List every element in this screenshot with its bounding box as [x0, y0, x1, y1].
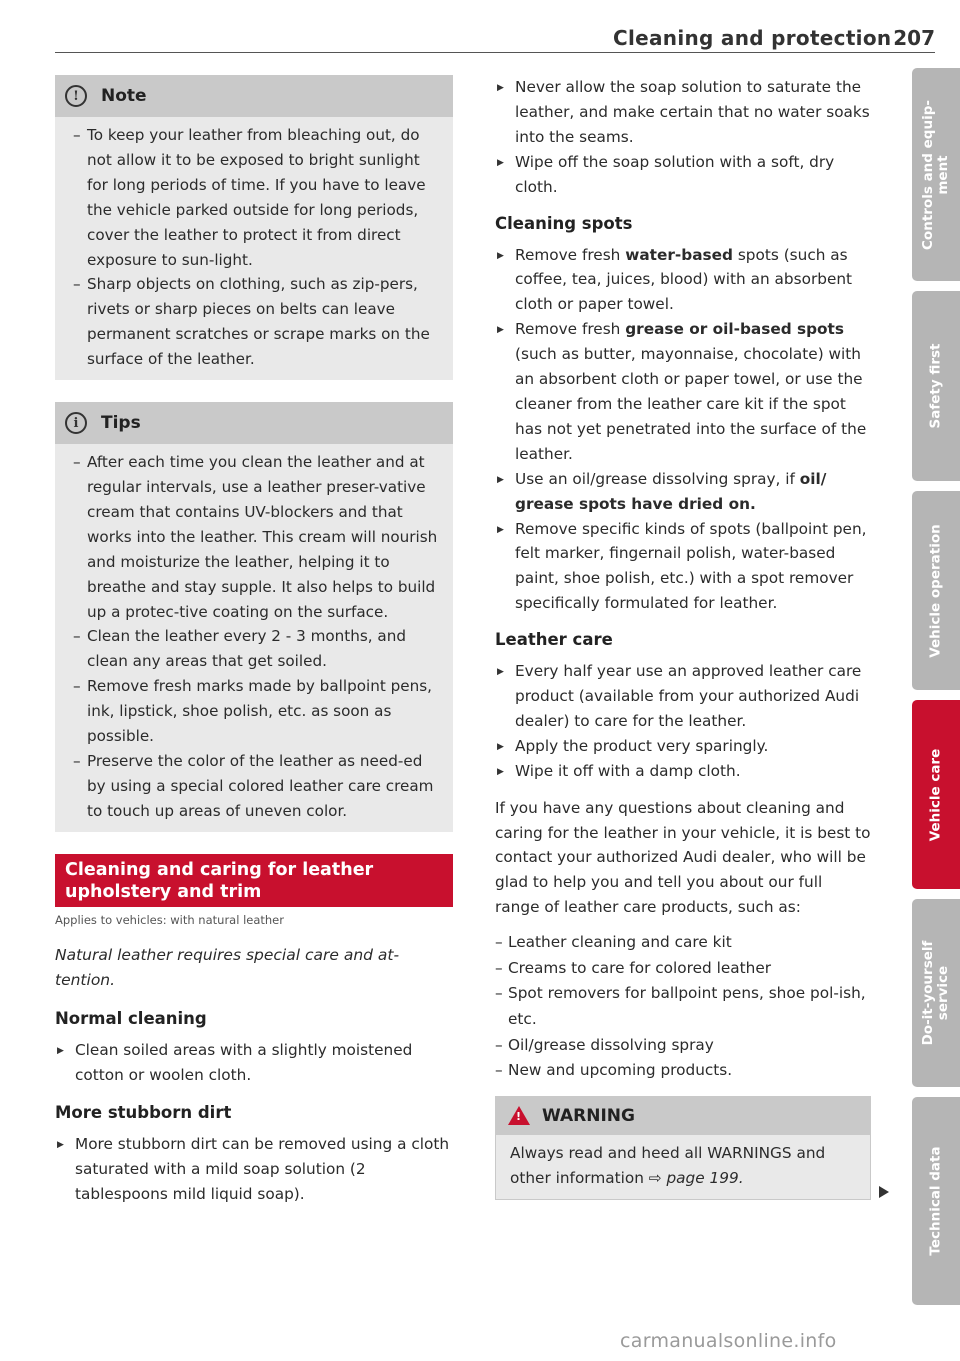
- stubborn-dirt-heading: More stubborn dirt: [55, 1103, 232, 1123]
- bullet-item: ▶ Remove fresh water-based spots (such as coffee, tea, juices, blood) with an absorbent cloth or paper towel.: [495, 243, 871, 318]
- bullet-item: ▶ Wipe off the soap solution with a soft, dry cloth.: [495, 150, 871, 200]
- tips-header: [55, 402, 453, 444]
- exclamation-circle-icon: !: [65, 85, 87, 107]
- note-header: [55, 75, 453, 117]
- right-column: [495, 75, 871, 1200]
- tab-controls-and-equipment[interactable]: Controls and equip- ment: [912, 68, 960, 281]
- bullet-item: ▶ Never allow the soap solution to saturate the leather, and make certain that no water soaks into the seams.: [495, 75, 871, 150]
- note-item: – To keep your leather from bleaching out, do not allow it to be exposed to bright sunlight for long periods of time. If you have to leave the vehicle parked outside for long periods, cover the leather to protect it from direct exposure to sun-light.: [67, 123, 441, 272]
- bullet-item: ▶ Clean soiled areas with a slightly moistened cotton or woolen cloth.: [55, 1038, 453, 1088]
- header-title: Cleaning and protection: [613, 26, 892, 50]
- cleaning-spots-heading: Cleaning spots: [495, 213, 633, 233]
- bullet-item: ▶ Wipe it off with a damp cloth.: [495, 759, 871, 784]
- tab-vehicle-operation[interactable]: Vehicle operation: [912, 491, 960, 690]
- tips-label: Tips: [101, 413, 141, 434]
- tip-item: – After each time you clean the leather and at regular intervals, use a leather preser-vative cream that contains UV-blockers and that works into the leather. This cream will nourish and moisturize the leather, helping it to breathe and stay supple. It also helps to build up a protec-tive coating on the surface.: [67, 450, 441, 624]
- product-item: – New and upcoming products.: [495, 1058, 871, 1084]
- warning-label: WARNING: [542, 1105, 635, 1126]
- warning-text: Always read and heed all WARNINGS and other information ⇨ page 199.: [496, 1135, 870, 1199]
- note-item: – Sharp objects on clothing, such as zip-pers, rivets or sharp pieces on belts can leave permanent scratches or scrape marks on the surface of the leather.: [67, 272, 441, 372]
- product-item: – Spot removers for ballpoint pens, shoe pol-ish, etc.: [495, 981, 871, 1032]
- bullet-item: ▶ Every half year use an approved leather care product (available from your authorized Audi dealer) to care for the leather.: [495, 659, 871, 734]
- tab-vehicle-care[interactable]: Vehicle care: [912, 700, 960, 889]
- section-intro: Natural leather requires special care and at-tention.: [55, 945, 400, 989]
- leather-care-heading: Leather care: [495, 630, 613, 650]
- watermark: carmanualsonline.info: [620, 1330, 837, 1352]
- left-column: [55, 75, 453, 1207]
- bullet-item: ▶ Apply the product very sparingly.: [495, 734, 871, 759]
- bullet-item: ▶ Remove fresh grease or oil-based spots (such as butter, mayonnaise, chocolate) with an absorbent cloth or paper towel, or use the cleaner from the leather care kit if the spot has not yet penetrated into the surface of the leather.: [495, 317, 871, 466]
- chapter-tabs: [912, 68, 960, 1315]
- warning-triangle-icon: !: [508, 1106, 530, 1125]
- leather-care-paragraph: If you have any questions about cleaning and caring for the leather in your vehicle, it is best to contact your authorized Audi dealer, who will be glad to help you and tell you about our full range of leather care products, such as:: [495, 798, 871, 917]
- applies-to: Applies to vehicles: with natural leather: [55, 912, 284, 927]
- page-number: 207: [893, 26, 935, 50]
- tab-safety-first[interactable]: Safety first: [912, 291, 960, 481]
- tab-technical-data[interactable]: Technical data: [912, 1097, 960, 1305]
- bullet-item: ▶ More stubborn dirt can be removed using a cloth saturated with a mild soap solution (2 tablespoons mild liquid soap).: [55, 1132, 453, 1207]
- product-item: – Oil/grease dissolving spray: [495, 1033, 871, 1059]
- tip-item: – Remove fresh marks made by ballpoint pens, ink, lipstick, shoe polish, etc. as soon as possible.: [67, 674, 441, 749]
- note-label: Note: [101, 86, 147, 106]
- normal-cleaning-heading: Normal cleaning: [55, 1008, 207, 1028]
- tab-do-it-yourself-service[interactable]: Do-it-yourself service: [912, 899, 960, 1087]
- warning-header: [496, 1097, 870, 1135]
- tips-box: [55, 402, 453, 832]
- product-item: – Creams to care for colored leather: [495, 956, 871, 982]
- continue-arrow-icon: [879, 1186, 889, 1198]
- info-circle-icon: i: [65, 412, 87, 434]
- header-divider: [55, 52, 935, 53]
- note-box: [55, 75, 453, 380]
- warning-box: [495, 1096, 871, 1200]
- bullet-item: ▶ Remove specific kinds of spots (ballpoint pen, felt marker, fingernail polish, water-based paint, shoe polish, etc.) with a spot remover specifically formulated for leather.: [495, 517, 871, 617]
- tip-item: – Preserve the color of the leather as need-ed by using a special colored leather care cream to touch up areas of uneven color.: [67, 749, 441, 824]
- page-header: [55, 18, 935, 58]
- page-reference-link[interactable]: ⇨ page 199.: [648, 1168, 744, 1187]
- section-title: Cleaning and caring for leather upholstery and trim: [55, 854, 453, 907]
- tip-item: – Clean the leather every 2 - 3 months, and clean any areas that get soiled.: [67, 624, 441, 674]
- bullet-item: ▶ Use an oil/grease dissolving spray, if oil/ grease spots have dried on.: [495, 467, 871, 517]
- product-item: – Leather cleaning and care kit: [495, 930, 871, 956]
